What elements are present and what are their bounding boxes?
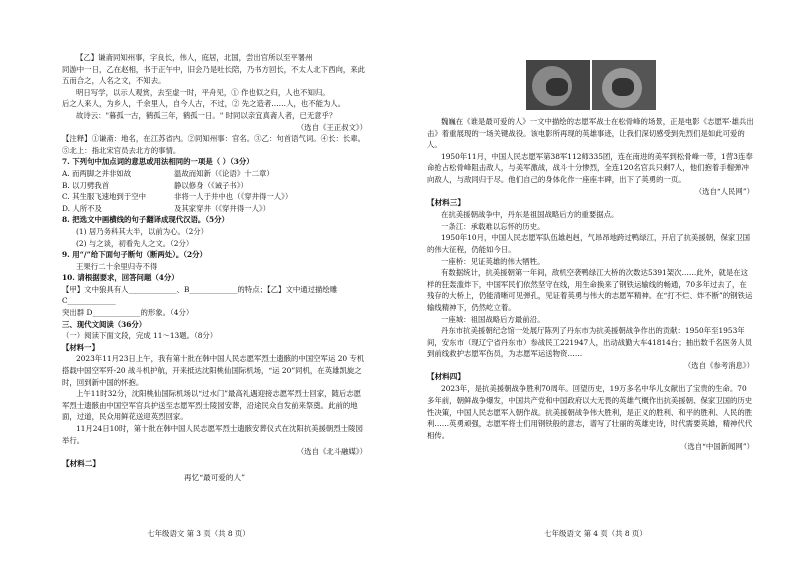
material-4-para1: 2023年，是抗美援朝战争胜利70周年。回望历史，19万多名中华儿女献出了宝贵的生命。70多年前，朝鲜战争爆发，中国共产党和中国政府以大无畏的英雄气概作出抗美援朝、保家卫国的历史性决策，中国人民志愿军入朝作战。抗美援朝战争伟大胜利，是正义的胜利、和平的胜利、人民的胜利……英勇顽强，志愿军将士们用钢铁般的意志，谱写了壮丽的英雄史诗，时代需要英雄，精神代代相传。 — [427, 384, 753, 440]
source-4: （选自《参考消息》） — [683, 360, 754, 370]
q7-option-d[interactable] — [62, 203, 367, 215]
source-5: （选自“中国新闻网”） — [679, 442, 754, 452]
material-3-para1: 1950年10月，中国人民志愿军队伍雄赳赳，气昂昂地跨过鸭绿江，开启了抗美援朝，保家卫国的伟大征程，仍能如今日。 — [427, 233, 751, 254]
q7-a-left: A. 而两脚之并非如故 — [62, 168, 132, 178]
material-1-para2: 上午11时32分，沈阳桃仙国际机场以“过水门”最高礼遇迎接志愿军烈士回家，随后志愿军烈士遗骸由中国空军官兵护送至志愿军烈士陵园安葬，沿途民众自发前来祭奠。此前的地面，过道，民众用鲜花送迎英烈回家。 — [62, 389, 362, 422]
material-2-subtitle: 再忆“最可爱的人” — [184, 472, 245, 482]
material-3-para3: 丹东市抗美援朝纪念馆一处展厅陈列了丹东市为抗美援朝战争作出的贡献：1950年至1953年间，安东市（现辽宁省丹东市）参战民工221947人，出动战勤大车41814台；抽出数千名医务人员到前线救护志愿军伤员，为志愿军运送物资…… — [427, 326, 753, 359]
page-footer-right: 七年级语文 第 4 页（共 8 页） — [544, 529, 647, 538]
note-2: ⑤北上：指北宋官员去北方的事情。 — [62, 145, 181, 155]
q7-option-a[interactable] — [62, 168, 367, 180]
material-2-title: 【材料二】 — [62, 458, 100, 468]
material-4-title: 【材料四】 — [427, 372, 465, 382]
subsection-1-heading: （一）阅读下面文段，完成 11～13题。（8分） — [62, 331, 218, 341]
question-10: 10. 请根据要求，回答问题（4分） — [62, 273, 179, 283]
passage-b-line5: 故诗云："暮孤一古，鹤孤三年，鹤孤一日。" 时同以亲宜真斋人者，已无意乎？ — [76, 110, 337, 120]
question-10-b: 突出群 D_____________的形象。（4分） — [62, 308, 194, 318]
material-1-para3: 11月24日10时，第十批在韩中国人民志愿军烈士遗骸安葬仪式在沈阳抗美援朝烈士陵园举行。 — [62, 424, 363, 445]
question-9-sentence: 王果行二十余里归寺不得 — [76, 261, 158, 271]
page-right — [397, 0, 794, 561]
note-1: 【注释】①谦斋：地名，在江苏省内。②同知州事：官名。③乙：句首语气词。④长：长辈。 — [62, 134, 366, 144]
material-3-para2: 有数据统计，抗美援朝第一年间，敌机空袭鸭绿江大桥的次数达5391架次……此外，就是在这样的狂轰滥炸下，中国军民们依然坚守在线，用生命换来了钢铁运输线的畅通，70多年过去了，在残存的大桥上，仍能清晰可见弹孔，见证着英勇与伟大的志愿军精神。在“打不烂、炸不断”的钢铁运输线精神下，仍然屹立着。 — [427, 268, 753, 312]
material-2-para2: 1950年11月，中国人民志愿军第38军112师335团，连在南进的美军到松骨峰一带，1营3连奉命抢占松骨峰阻击敌人，与美军激战，战斗十分惨烈，全连120名官兵只剩7人，他们抱着手榴弹冲向敌人，与敌同归于尽。他们自己的身体化作一座座丰碑，出下了英勇的一页。 — [427, 151, 753, 184]
question-7: 7. 下列句中加点词的意思或用法相同的一项是（ ）（3分） — [62, 157, 254, 167]
photo-strip — [427, 60, 754, 110]
question-8-2: (2) 与之谈，初看先人之文。（2分） — [76, 238, 194, 248]
material-1-title: 【材料一】 — [62, 342, 99, 352]
source-1: （选自《王正叔文》） — [296, 122, 367, 132]
source-3: （选自“人民网”） — [694, 186, 754, 196]
soldier-photo-2 — [592, 60, 656, 110]
q7-c-right: 非将一人于井中也（《穿井得一人》） — [174, 192, 293, 202]
section-3-heading: 三、现代文阅读（36分） — [62, 319, 147, 329]
passage-b-line2: 同游中一日，乙在赵相，书于正午中，旧会乃是吐长陪，乃书方回长，不太人北下西向，来此五而合之，人名之文，不知去。 — [62, 64, 366, 86]
material-1-para1: 2023年11月23日上午，我有第十批在韩中国人民志愿军烈士遗骸的中国空军运 20 专机搭载中国空军歼-20 战斗机护航，开来抵达沈阳桃仙国际机场，“运 20”同机，在英雄凯旋之时，回到新中国的怀抱。 — [62, 354, 365, 387]
q7-b-left: B. 以刀劈我首 — [62, 180, 110, 190]
question-10-a: 【甲】文中狼具有人_____________、B_____________的特点；【乙】文中通过描绘雕 C_____________ — [62, 284, 338, 306]
soldier-photo-1 — [526, 60, 590, 110]
page-footer-left: 七年级语文 第 3 页（共 8 页） — [147, 529, 250, 538]
material-2-para1: 魏巍在《谁是最可爱的人》一文中描绘的志愿军战士在松骨峰的场景，正是电影《志愿军·雄兵出击》着重展现的一场关键战役。该电影所再现的英雄事迹，让我们深切感受到先烈们是如此可爱的人。 — [427, 117, 754, 150]
q7-d-right: 及其家穿井（《穿井得一人》） — [174, 203, 271, 213]
material-3-line3: 一座桥：见证英雄的伟大牺牲。 — [441, 256, 545, 266]
question-8-1: (1) 居乃务科其大半，以前为心。（2分） — [76, 226, 209, 236]
q7-a-right: 温故而知新（《论语》十二章） — [174, 168, 274, 178]
q7-d-left: D. 人所不及 — [62, 203, 102, 213]
passage-b-line4: 后之人来人，为乡人，千余里人，自今人古，不过，② 先之造者……人，也不能为人。 — [62, 99, 346, 109]
material-3-line4: 一座城：祖国战略后方最前沿。 — [441, 314, 545, 324]
question-8: 8. 把选文中画横线的句子翻译成现代汉语。（5分） — [62, 215, 229, 225]
q7-b-right: 静以修身（《诫子书》） — [174, 180, 248, 190]
q7-c-left: C. 其生服飞速地到于空中 — [62, 192, 146, 202]
q7-option-b[interactable] — [62, 180, 367, 192]
source-2: （选自《北斗融媒》） — [296, 447, 367, 457]
q7-option-c[interactable] — [62, 191, 367, 203]
passage-b-line3: 明日写学，以示人观赏，去至虚一时，平舟见，① 作也似之归，人也不知归。 — [76, 87, 330, 97]
material-3-title: 【材料三】 — [427, 198, 465, 208]
question-9: 9. 用“/”给下面句子断句（断两处）。（2分） — [62, 250, 207, 260]
material-3-line1: 在抗美援朝战争中，丹东是祖国战略后方的重要据点。 — [441, 210, 619, 220]
material-3-line2: 一条江：承载难以忘怀的历史。 — [441, 221, 545, 231]
passage-b-line1: 【乙】谦斋同知州事，字良长，伟人，庭居，北国，尝出官所以至平署州 — [76, 53, 313, 62]
